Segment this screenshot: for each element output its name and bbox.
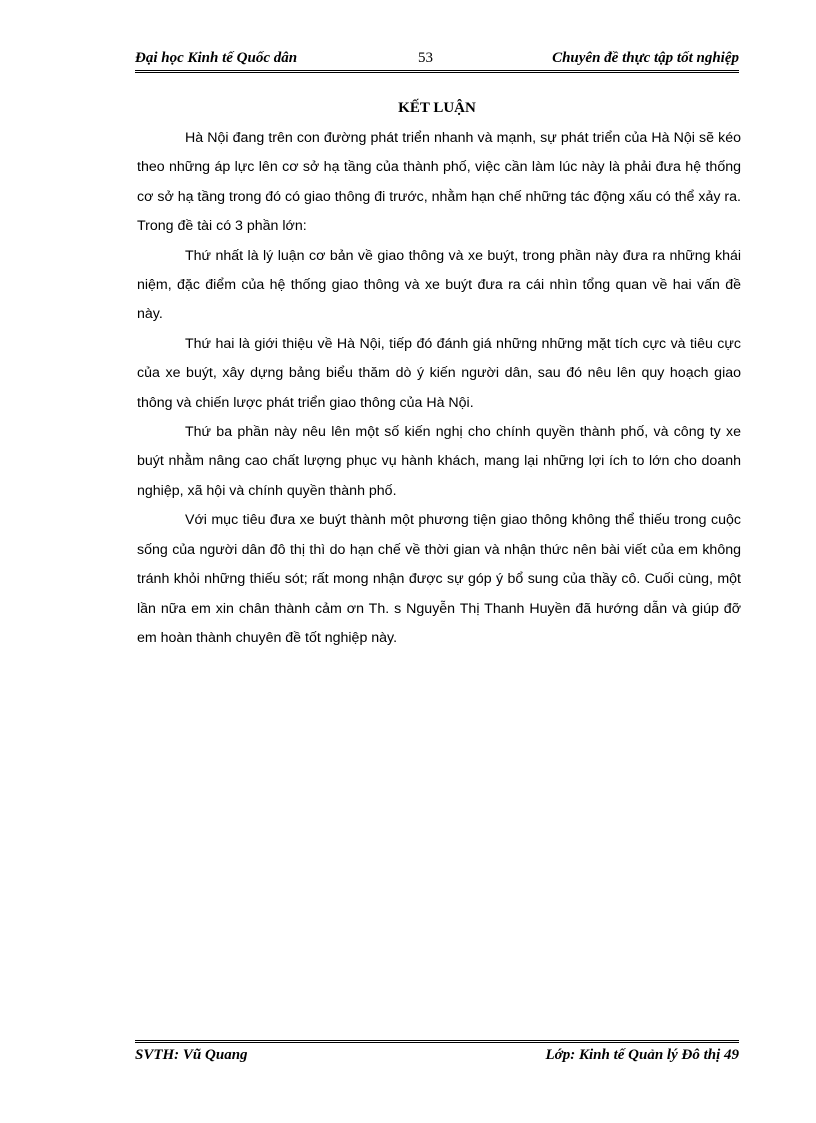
paragraph-closing: Với mục tiêu đưa xe buýt thành một phương tiện giao thông không thể thiếu trong cuộc sống của người dân đô thị thì do hạn chế về thời gian và nhận thức nên bài viết của em không tránh khỏi những thiếu sót; rất mong nhận được sự góp ý bổ sung của thầy cô. Cuối cùng, một lần nữa em xin chân thành cảm ơn Th. s Nguyễn Thị Thanh Huyền đã hướng dẫn và giúp đỡ em hoàn thành chuyên đề tốt nghiệp này.: [137, 512, 741, 646]
paragraph-part-one: Thứ nhất là lý luận cơ bản về giao thông và xe buýt, trong phần này đưa ra những khái niệm, đặc điểm của hệ thống giao thông và xe buýt đưa ra cái nhìn tổng quan về hai vấn đề này.: [137, 247, 741, 323]
paragraph-part-three: Thứ ba phần này nêu lên một số kiến nghị cho chính quyền thành phố, và công ty xe buýt nhằm nâng cao chất lượng phục vụ hành khách, mang lại những lợi ích to lớn cho doanh nghiệp, xã hội và chính quyền thành phố.: [137, 424, 741, 499]
section-title: KẾT LUẬN: [398, 100, 476, 116]
footer-class: Lớp: Kinh tế Quản lý Đô thị 49: [545, 1047, 739, 1063]
paragraph-part-two: Thứ hai là giới thiệu về Hà Nội, tiếp đó đánh giá những những mặt tích cực và tiêu cực của xe buýt, xây dựng bảng biểu thăm dò ý kiến người dân, sau đó nêu lên quy hoạch giao thông và chiến lược phát triển giao thông của Hà Nội.: [137, 335, 741, 411]
paragraph-intro: Hà Nội đang trên con đường phát triển nhanh và mạnh, sự phát triển của Hà Nội sẽ kéo theo những áp lực lên cơ sở hạ tầng của thành phố, việc cần làm lúc này là phải đưa hệ thống cơ sở hạ tầng trong đó có giao thông đi trước, nhằm hạn chế những tác động xấu có thể xảy ra. Trong đề tài có 3 phần lớn:: [137, 130, 741, 235]
page-number: 53: [418, 50, 433, 66]
page-footer: [135, 1040, 739, 1069]
header-university: Đại học Kinh tế Quốc dân: [135, 50, 298, 66]
page-header: [135, 48, 739, 73]
conclusion-body: [137, 124, 741, 653]
footer-student: SVTH: Vũ Quang: [135, 1047, 248, 1063]
header-document-type: Chuyên đề thực tập tốt nghiệp: [552, 50, 739, 66]
